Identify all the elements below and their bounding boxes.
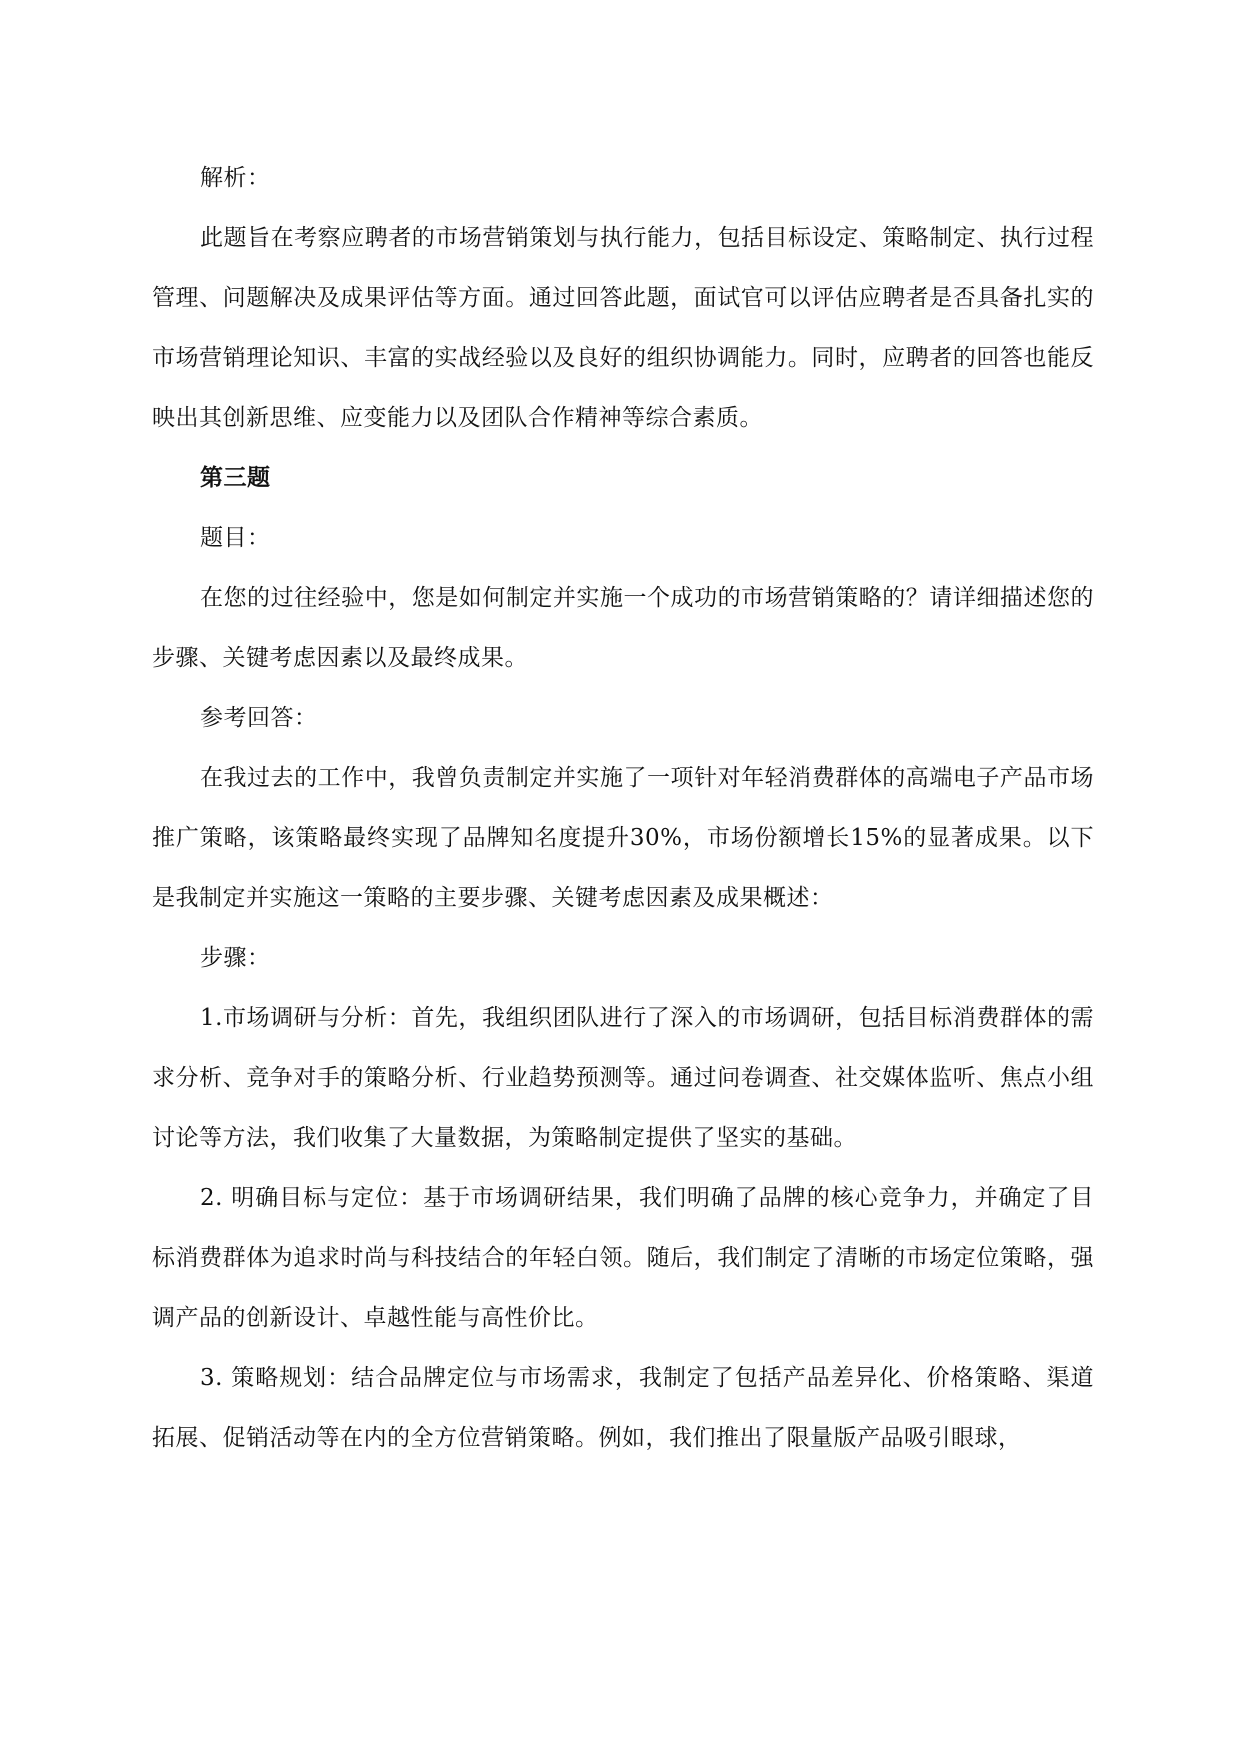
section-heading: 第三题 — [200, 464, 271, 491]
question-label: 题目： — [200, 525, 271, 551]
question-paragraph: 在您的过往经验中，您是如何制定并实施一个成功的市场营销策略的？请详细描述您的步骤、关键考虑因素以及最终成果。 — [152, 585, 1094, 671]
step-3-paragraph: 3. 策略规划：结合品牌定位与市场需求，我制定了包括产品差异化、价格策略、渠道拓展、促销活动等在内的全方位营销策略。例如，我们推出了限量版产品吸引眼球， — [152, 1365, 1094, 1451]
step-2-paragraph: 2. 明确目标与定位：基于市场调研结果，我们明确了品牌的核心竞争力，并确定了目标消费群体为追求时尚与科技结合的年轻白领。随后，我们制定了清晰的市场定位策略，强调产品的创新设计、卓越性能与高性价比。 — [152, 1185, 1094, 1331]
analysis-label: 解析： — [200, 165, 271, 191]
steps-label: 步骤： — [200, 945, 271, 971]
answer-label: 参考回答： — [200, 705, 318, 731]
answer-intro-paragraph: 在我过去的工作中，我曾负责制定并实施了一项针对年轻消费群体的高端电子产品市场推广策略，该策略最终实现了品牌知名度提升30%，市场份额增长15%的显著成果。以下是我制定并实施这一策略的主要步骤、关键考虑因素及成果概述： — [152, 765, 1094, 911]
analysis-paragraph: 此题旨在考察应聘者的市场营销策划与执行能力，包括目标设定、策略制定、执行过程管理、问题解决及成果评估等方面。通过回答此题，面试官可以评估应聘者是否具备扎实的市场营销理论知识、丰富的实战经验以及良好的组织协调能力。同时，应聘者的回答也能反映出其创新思维、应变能力以及团队合作精神等综合素质。 — [152, 225, 1094, 431]
document-body — [152, 148, 1094, 1468]
step-1-paragraph: 1.市场调研与分析：首先，我组织团队进行了深入的市场调研，包括目标消费群体的需求分析、竞争对手的策略分析、行业趋势预测等。通过问卷调查、社交媒体监听、焦点小组讨论等方法，我们收集了大量数据，为策略制定提供了坚实的基础。 — [152, 1005, 1094, 1151]
